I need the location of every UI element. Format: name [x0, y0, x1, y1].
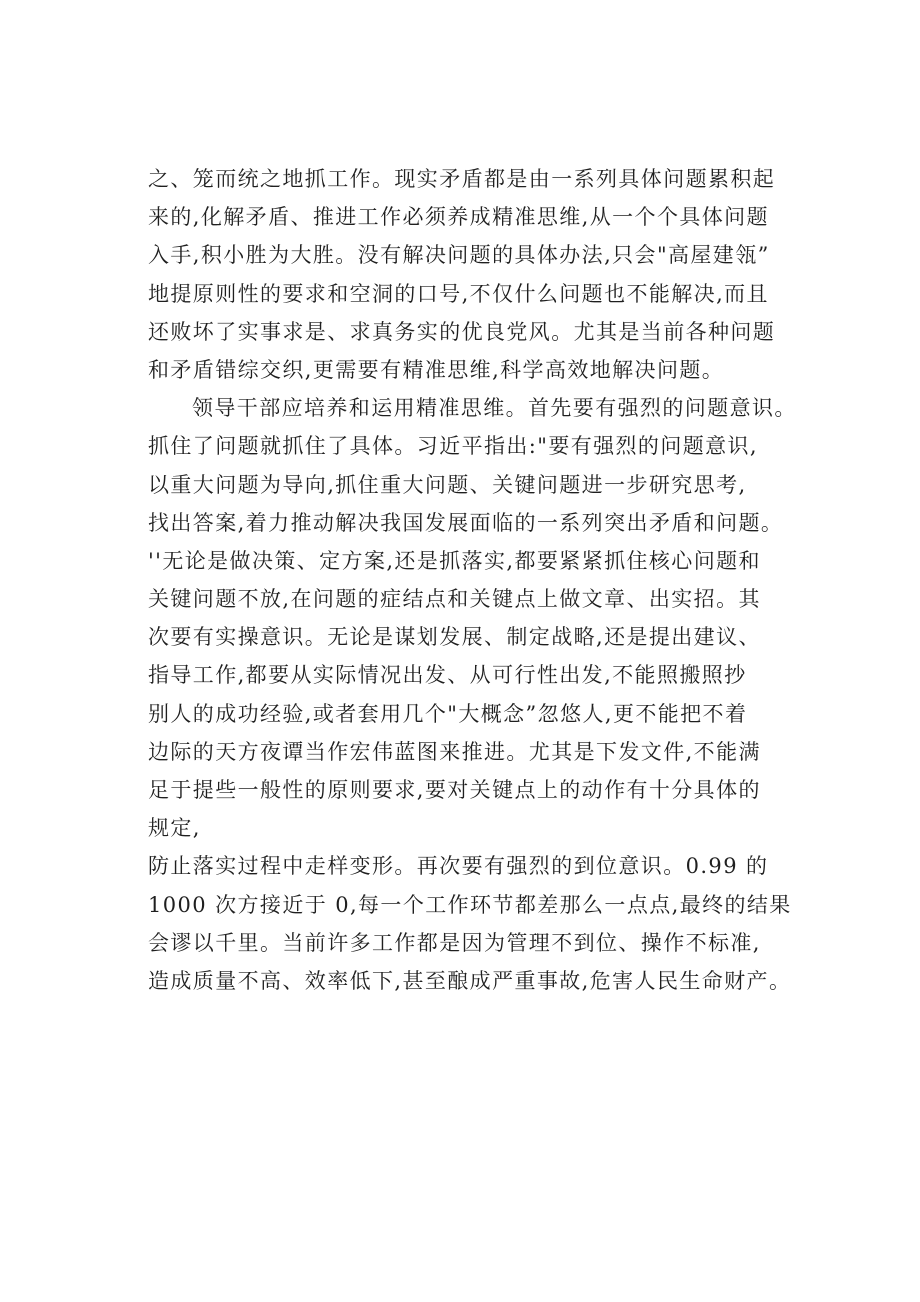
text-line: 以重大问题为导向,抓住重大问题、关键问题进一步研究思考,: [148, 472, 747, 497]
text-line: ''无论是做决策、定方案,还是抓落实,都要紧紧抓住核心问题和: [148, 548, 761, 573]
text-line: 1000 次方接近于 0,每一个工作环节都差那么一点点,最终的结果: [148, 892, 792, 917]
text-line: 抓住了问题就抓住了具体。习近平指出:"要有强烈的问题意识,: [148, 434, 759, 459]
text-line: 防止落实过程中走样变形。再次要有强烈的到位意识。0.99 的: [148, 854, 769, 879]
text-line: 规定,: [148, 816, 201, 841]
text-line: 足于提些一般性的原则要求,要对关键点上的动作有十分具体的: [148, 778, 761, 802]
paragraph-first-line: 领导干部应培养和运用精准思维。首先要有强烈的问题意识。: [192, 396, 797, 421]
text-line: 别人的成功经验,或者套用几个"大概念”忽悠人,更不能把不着: [148, 701, 748, 726]
text-line: 指导工作,都要从实际情况出发、从可行性出发,不能照搬照抄: [148, 663, 747, 688]
body-text: [148, 160, 828, 1000]
text-line: 来的,化解矛盾、推进工作必须养成精准思维,从一个个具体问题: [148, 205, 769, 230]
text-line: 入手,积小胜为大胜。没有解决问题的具体办法,只会"高屋建瓴”: [148, 243, 770, 268]
text-line: 和矛盾错综交织,更需要有精准思维,科学高效地解决问题。: [148, 357, 725, 382]
text-line: 造成质量不高、效率低下,甚至酿成严重事故,危害人民生命财产。: [148, 968, 792, 993]
text-line: 还败坏了实事求是、求真务实的优良党风。尤其是当前各种问题: [148, 319, 776, 344]
text-line: 关键问题不放,在问题的症结点和关键点上做文章、出实招。其: [148, 587, 761, 612]
text-line: 边际的天方夜谭当作宏伟蓝图来推进。尤其是下发文件,不能满: [148, 739, 761, 764]
text-line: 找出答案,着力推动解决我国发展面临的一系列突出矛盾和问题。: [148, 510, 784, 535]
text-line: 地提原则性的要求和空洞的口号,不仅什么问题也不能解决,而且: [148, 281, 769, 306]
text-line: 之、笼而统之地抓工作。现实矛盾都是由一系列具体问题累积起: [148, 167, 776, 191]
text-line: 次要有实操意识。无论是谋划发展、制定战略,还是提出建议、: [148, 625, 761, 650]
text-line: 会谬以千里。当前许多工作都是因为管理不到位、操作不标准,: [148, 930, 761, 955]
